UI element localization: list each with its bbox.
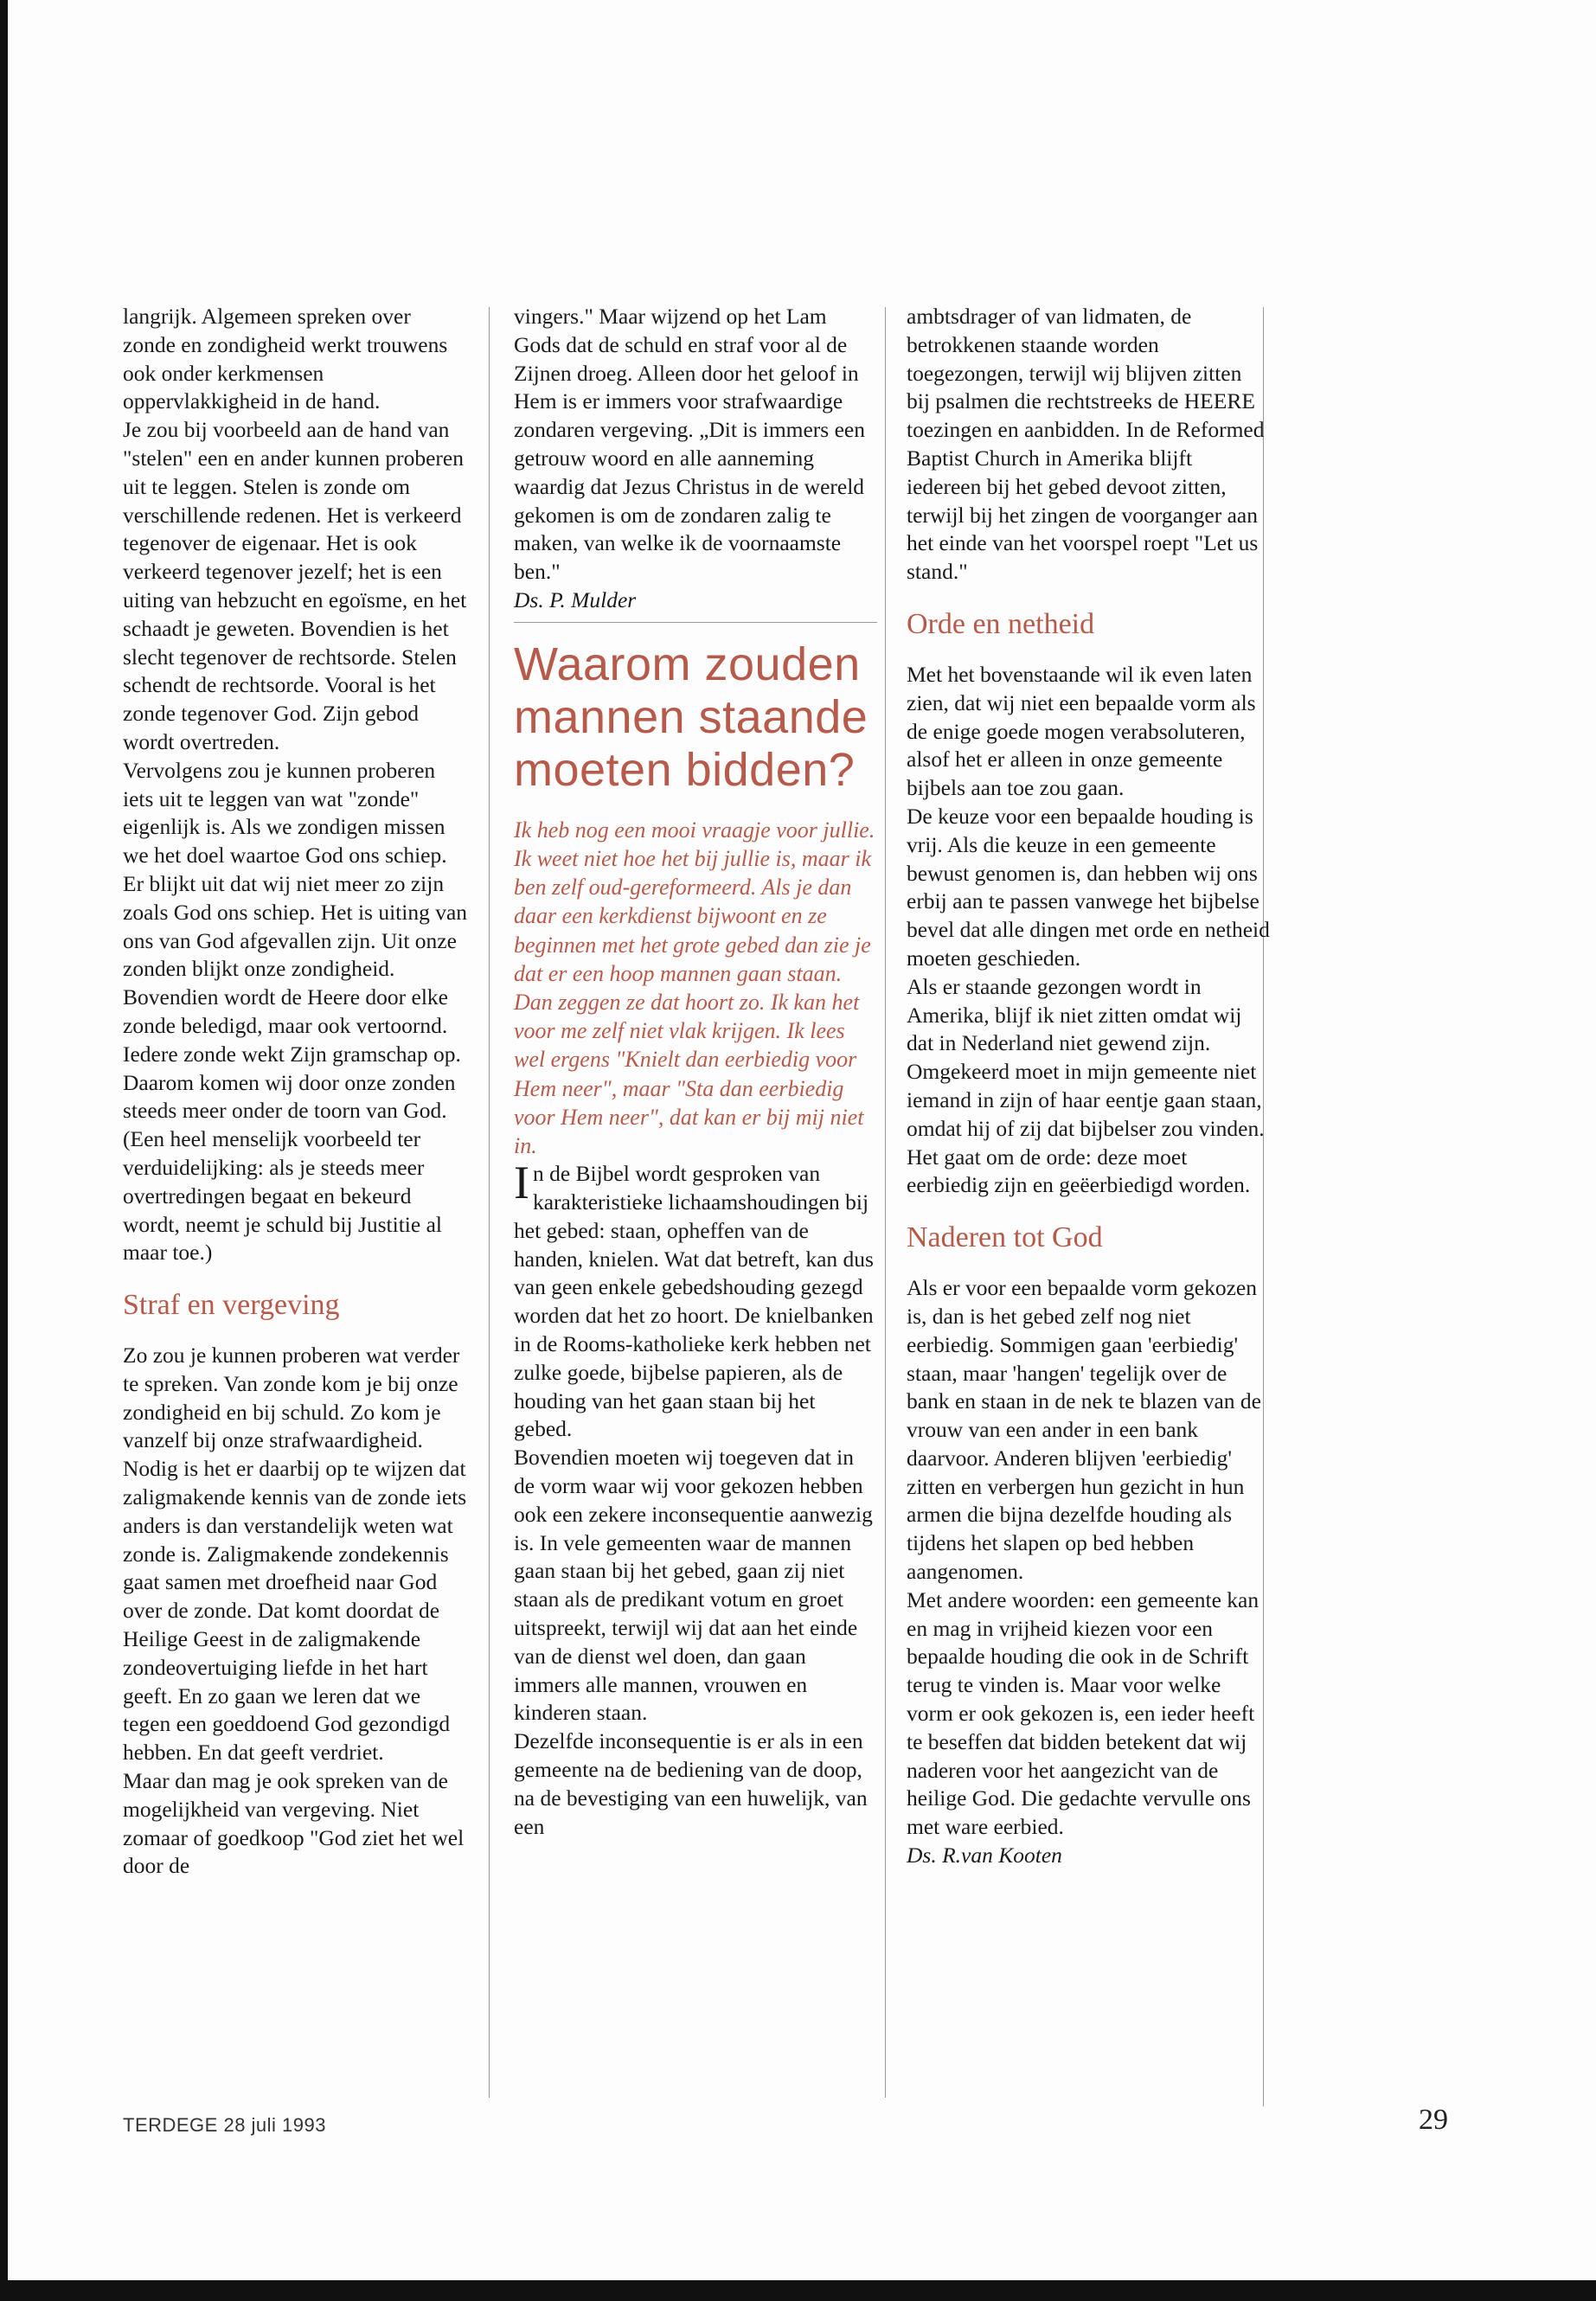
scan-border-bottom	[0, 2280, 1596, 2301]
paragraph: ambtsdrager of van lidmaten, de betrokkenen staande worden toegezongen, terwijl wij blijven zitten bij psalmen die rechtstreeks de HEERE toezingen en aanbidden. In de Reformed Baptist Church in Amerika blijft iedereen bij het gebed devoot zitten, terwijl bij het zingen de voorganger aan het einde van het voorspel roept "Let us stand."	[907, 304, 1265, 585]
paragraph: Vervolgens zou je kunnen proberen iets uit te leggen van wat "zonde" eigenlijk is. Als we zondigen missen we het doel waartoe God ons schiep. Er blijkt uit dat wij niet meer zo zijn zoals God ons schiep. Het is uiting van ons van God afgevallen zijn. Uit onze zonden blijkt onze zondigheid. Bovendien wordt de Heere door elke zonde beledigd, maar ook vertoornd. Iedere zonde wekt Zijn gramschap op. Daarom komen wij door onze zonden steeds meer onder de toorn van God. (Een heel menselijk voorbeeld ter verduidelijking: als je steeds meer overtredingen begaat en bekeurd wordt, neemt je schuld bij Justitie al maar toe.)	[123, 757, 468, 1266]
section-heading: Orde en netheid	[907, 607, 1095, 640]
paragraph-text: n de Bijbel wordt gesproken van karakteristieke lichaamshoudingen bij het gebed: staan, opheffen van de handen, knielen. Wat dat betreft, kan dus van geen enkele gebedshouding gezegd worden dat het zo hoort. De knielbanken in de Rooms-katholieke kerk hebben net zulke goede, bijbelse papieren, als de houding van het gaan staan bij het gebed.	[514, 1161, 874, 1442]
column-divider-1	[489, 307, 490, 2098]
reader-question: Ik heb nog een mooi vraagje voor jullie. Ik weet niet hoe het bij jullie is, maar ik ben zelf oud-gereformeerd. Als je dan daar een kerkdienst bijwoont en ze beginnen met het grote gebed dan zie je dat er een hoop mannen gaan staan. Dan zeggen ze dat hoort zo. Ik kan het voor me zelf niet vlak krijgen. Ik lees wel ergens "Knielt dan eerbiedig voor Hem neer", maar "Sta dan eerbiedig voor Hem neer", dat kan er bij mij niet in.	[514, 817, 875, 1158]
paragraph: Zo zou je kunnen proberen wat verder te spreken. Van zonde kom je bij onze zondigheid en bij schuld. Zo kom je vanzelf bij onze strafwaardigheid. Nodig is het er daarbij op te wijzen dat zaligmakende kennis van de zonde iets anders is dan verstandelijk weten wat zonde is. Zaligmakende zondekennis gaat samen met droefheid naar God over de zonde. Dat komt doordat de Heilige Geest in de zaligmakende zondeovertuiging liefde in het hart geeft. En zo gaan we leren dat we tegen een goeddoend God gezondigd hebben. En dat geeft verdriet.	[123, 1343, 467, 1766]
column-divider-2	[885, 307, 886, 2098]
section-heading: Straf en vergeving	[123, 1289, 340, 1322]
paragraph: Als er staande gezongen wordt in Amerika, blijf ik niet zitten omdat wij dat in Nederland niet gewend zijn. Omgekeerd moet in mijn gemeente niet iemand in zijn of haar eentje gaan staan, omdat hij of zij dat bijbelser zou vinden. Het gaat om de orde: deze moet eerbiedig zijn en geëerbiedigd worden.	[907, 973, 1265, 1198]
paragraph: Met andere woorden: een gemeente kan en mag in vrijheid kiezen voor een bepaalde houding die ook in de Schrift terug te vinden is. Maar voor welke vorm er ook gekozen is, een ieder heeft te beseffen dat bidden betekent dat wij naderen voor het aangezicht van de heilige God. Die gedachte vervulle ons met ware eerbied.	[907, 1586, 1259, 1840]
section-heading: Naderen tot God	[907, 1221, 1103, 1254]
column-3	[907, 303, 1270, 1870]
scan-border-left	[0, 0, 8, 2301]
paragraph-with-dropcap	[514, 1157, 877, 1444]
paragraph: Met het bovenstaande wil ik even laten zien, dat wij niet een bepaalde vorm als de enige goede mogen verabsoluteren, alsof het er alleen in onze gemeente bijbels aan toe zou gaan.	[907, 661, 1256, 801]
page-number: 29	[1419, 2104, 1448, 2136]
column-2	[514, 303, 877, 1841]
author-signature: Ds. R.van Kooten	[907, 1843, 1062, 1868]
paragraph: Maar dan mag je ook spreken van de mogelijkheid van vergeving. Niet zomaar of goedkoop "God ziet het wel door de	[123, 1768, 465, 1879]
paragraph: Je zou bij voorbeeld aan de hand van "stelen" een en ander kunnen proberen uit te leggen. Stelen is zonde om verschillende redenen. Het is verkeerd tegenover de eigenaar. Het is ook verkeerd tegenover jezelf; het is een uiting van hebzucht en egoïsme, en het schaadt je geweten. Bovendien is het slecht tegenover de rechtsorde. Stelen schendt de rechtsorde. Vooral is het zonde tegenover God. Zijn gebod wordt overtreden.	[123, 417, 467, 754]
paragraph: De keuze voor een bepaalde houding is vrij. Als die keuze in een gemeente bewust genomen is, dan hebben wij ons erbij aan te passen vanwege het bijbelse bevel dat alle dingen met orde en netheid moeten geschieden.	[907, 803, 1270, 971]
paragraph: Bovendien moeten wij toegeven dat in de vorm waar wij voor gekozen hebben ook een zekere inconsequentie aanwezig is. In vele gemeenten waar de mannen gaan staan bij het gebed, gaan zij niet staan als de predikant votum en groet uitspreekt, terwijl wij dat aan het einde van de dienst wel doen, dan gaan immers alle mannen, vrouwen en kinderen staan.	[514, 1445, 873, 1726]
paragraph: Dezelfde inconsequentie is er als in een gemeente na de bediening van de doop, na de bevestiging van een huwelijk, van een	[514, 1728, 868, 1839]
paragraph: Als er voor een bepaalde vorm gekozen is, dan is het gebed zelf nog niet eerbiedig. Sommigen gaan 'eerbiedig' staan, maar 'hangen' tegelijk over de bank en staan in de nek te blazen van de vrouw van een ander in een bank daarvoor. Anderen blijven 'eerbiedig' zitten en verbergen hun gezicht in hun armen die bijna dezelfde houding als tijdens het slapen op bed hebben aangenomen.	[907, 1275, 1261, 1585]
column-1	[123, 303, 469, 1881]
article-title: Waarom zouden mannen staande moeten bidden?	[514, 638, 869, 796]
paragraph: vingers." Maar wijzend op het Lam Gods dat de schuld en straf voor al de Zijnen droeg. Alleen door het geloof in Hem is er immers voor strafwaardige zondaren vergeving. „Dit is immers een getrouw woord en alle aanneming waardig dat Jezus Christus in de wereld gekomen is om de zondaren zalig te maken, van welke ik de voornaamste ben."	[514, 304, 865, 585]
dropcap: I	[514, 1157, 529, 1209]
publication-footer: TERDEGE 28 juli 1993	[123, 2114, 326, 2136]
signature-divider	[514, 622, 877, 623]
paragraph: langrijk. Algemeen spreken over zonde en zondigheid werkt trouwens ook onder kerkmensen oppervlakkigheid in de hand.	[123, 304, 448, 414]
author-signature: Ds. P. Mulder	[514, 586, 637, 612]
